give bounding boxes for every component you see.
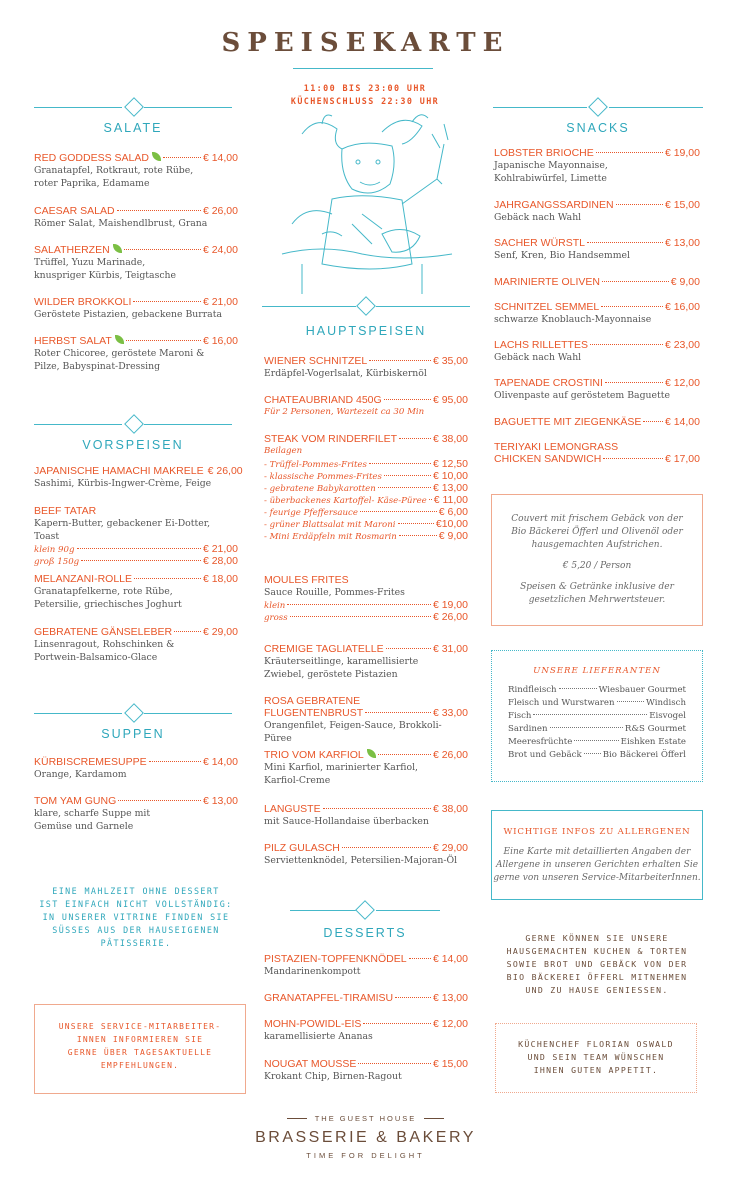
menu-item: SACHER WÜRSTL € 13,00 Senf, Kren, Bio Handsemmel [494, 237, 700, 261]
lieferanten-box [491, 650, 703, 782]
desserts-section-header [290, 910, 440, 940]
diamond-icon [355, 900, 375, 920]
lieferanten-title: UNSERE LIEFERANTEN [533, 666, 661, 676]
supplier-row: Brot und Gebäck Bio Bäckerei Öfferl [508, 750, 686, 760]
menu-item: CHATEAUBRIAND 450G € 95,00 Für 2 Personen, Wartezeit ca 30 Min [264, 394, 468, 417]
diamond-icon [124, 97, 144, 117]
desserts-title: DESSERTS [323, 926, 407, 940]
brand-tagline: TIME FOR DELIGHT [306, 1151, 425, 1160]
title-divider [293, 68, 433, 69]
snacks-section-header [493, 107, 703, 137]
menu-item: KÜRBISCREMESUPPE € 14,00 Orange, Kardamom [34, 756, 238, 780]
dessert-note: EINE MAHLZEIT OHNE DESSERT IST EINFACH NICHT VOLLSTÄNDIG: IN UNSERER VITRINE FINDEN SIE SÜSSES AUS DER HAUSEIGENEN PÂTISSERIE. [39, 886, 233, 948]
chef-box: KÜCHENCHEF FLORIAN OSWALD UND SEIN TEAM WÜNSCHEN IHNEN GUTEN APPETIT. [495, 1023, 697, 1093]
menu-item: HERBST SALAT € 16,00 Roter Chicoree, geröstete Maroni & Pilze, Babyspinat-Dressing [34, 335, 238, 372]
menu-item: RED GODDESS SALAD € 14,00 Granatapfel, Rotkraut, rote Rübe, roter Paprika, Edamame [34, 152, 238, 189]
menu-item: MELANZANI-ROLLE € 18,00 Granatapfelkerne, rote Rübe, Petersilie, griechisches Joghurt [34, 573, 238, 610]
menu-item: SALATHERZEN € 24,00 Trüffel, Yuzu Marinade, knuspriger Kürbis, Teigtasche [34, 244, 238, 281]
footer [0, 1114, 731, 1160]
supplier-row: Sardinen R&S Gourmet [508, 724, 686, 734]
diamond-icon [588, 97, 608, 117]
brand-name: BRASSERIE & BAKERY [255, 1129, 476, 1146]
menu-item: GEBRATENE GÄNSELEBER € 29,00 Linsenragout, Rohschinken & Portwein-Balsamico-Glace [34, 626, 238, 663]
menu-item: LANGUSTE € 38,00 mit Sauce-Hollandaise überbacken [264, 803, 468, 827]
diamond-icon [356, 296, 376, 316]
menu-item: TERIYAKI LEMONGRASS CHICKEN SANDWICH € 17,00 [494, 441, 700, 465]
vegan-leaf-icon [152, 152, 161, 161]
supplier-row: Meeresfrüchte Eishken Estate [508, 737, 686, 747]
allergen-title: WICHTIGE INFOS ZU ALLERGENEN [503, 827, 691, 837]
hours-line-1: 11:00 BIS 23:00 UHR [303, 83, 427, 93]
menu-item: PILZ GULASCH € 29,00 Serviettenknödel, Petersilien-Majoran-Öl [264, 842, 468, 866]
menu-item: JAPANISCHE HAMACHI MAKRELE € 26,00 Sashimi, Kürbis-Ingwer-Crème, Feige [34, 465, 243, 489]
menu-item: TRIO VOM KARFIOL € 26,00 Mini Karfiol, marinierter Karfiol, Karfiol-Creme [264, 749, 468, 786]
snacks-title: SNACKS [566, 121, 630, 135]
menu-item: LACHS RILLETTES € 23,00 Gebäck nach Wahl [494, 339, 700, 363]
salate-section-header [34, 107, 232, 137]
take-home-note: GERNE KÖNNEN SIE UNSERE HAUSGEMACHTEN KUCHEN & TORTEN SOWIE BROT UND GEBÄCK VON DER BIO BÄCKEREI ÖFFERL MITNEHMEN UND ZU HAUSE GENIESSEN. [506, 933, 688, 995]
supplier-row: Fleisch und Wurstwaren Windisch [508, 698, 686, 708]
menu-item: BAGUETTE MIT ZIEGENKÄSE € 14,00 [494, 416, 700, 428]
footer-top-text: THE GUEST HOUSE [314, 1114, 417, 1123]
menu-item: CAESAR SALAD € 26,00 Römer Salat, Maishendlbrust, Grana [34, 205, 238, 229]
moose-drawing-icon [262, 104, 462, 298]
hauptspeisen-title: HAUPTSPEISEN [305, 324, 427, 338]
menu-item: PISTAZIEN-TOPFENKNÖDEL € 14,00 Mandarinenkompott [264, 953, 468, 977]
vegan-leaf-icon [115, 335, 124, 344]
page-title: SPEISEKARTE [221, 28, 510, 58]
menu-item: TAPENADE CROSTINI € 12,00 Olivenpaste auf geröstetem Baguette [494, 377, 700, 401]
suppen-title: SUPPEN [101, 727, 165, 741]
couvert-price: € 5,20 / Person [562, 561, 632, 571]
menu-item: WIENER SCHNITZEL € 35,00 Erdäpfel-Vogerlsalat, Kürbiskernöl [264, 355, 468, 379]
menu-item: MARINIERTE OLIVEN € 9,00 [494, 276, 700, 288]
allergen-box: WICHTIGE INFOS ZU ALLERGENEN Eine Karte mit detaillierten Angaben der Allergene in unseren Gerichten erhalten Sie gerne von unseren Service-MitarbeiterInnen. [491, 810, 703, 900]
diamond-icon [124, 414, 144, 434]
salate-title: SALATE [103, 121, 163, 135]
hauptspeisen-section-header [262, 306, 470, 336]
menu-item: BEEF TATAR Kapern-Butter, gebackener Ei-Dotter, Toast klein 90g € 21,00 groß 150g € 28,00 [34, 505, 238, 567]
menu-item: MOULES FRITES Sauce Rouille, Pommes-Frites klein € 19,00 gross € 26,00 [264, 574, 468, 623]
service-note-box: UNSERE SERVICE-MITARBEITER- INNEN INFORMIEREN SIE GERNE ÜBER TAGESAKTUELLE EMPFEHLUNGEN. [34, 1004, 246, 1094]
menu-item: GRANATAPFEL-TIRAMISU € 13,00 [264, 992, 468, 1004]
menu-item: NOUGAT MOUSSE € 15,00 Krokant Chip, Birnen-Ragout [264, 1058, 468, 1082]
menu-item: MOHN-POWIDL-EIS € 12,00 karamellisierte Ananas [264, 1018, 468, 1042]
menu-item: LOBSTER BRIOCHE € 19,00 Japanische Mayonnaise, Kohlrabiwürfel, Limette [494, 147, 700, 184]
menu-item: TOM YAM GUNG € 13,00 klare, scharfe Suppe mit Gemüse und Garnele [34, 795, 238, 832]
vorspeisen-title: VORSPEISEN [82, 438, 184, 452]
menu-item: ROSA GEBRATENE FLUGENTENBRUST € 33,00 Orangenfilet, Feigen-Sauce, Brokkoli-Püree [264, 695, 468, 744]
supplier-row: Rindfleisch Wiesbauer Gourmet [508, 685, 686, 695]
hours-line-2: KÜCHENSCHLUSS 22:30 UHR [290, 96, 440, 106]
menu-item: WILDER BROKKOLI € 21,00 Geröstete Pistazien, gebackene Burrata [34, 296, 238, 320]
diamond-icon [124, 703, 144, 723]
vegan-leaf-icon [367, 749, 376, 758]
supplier-row: Fisch Eisvogel [508, 711, 686, 721]
vorspeisen-section-header [34, 424, 232, 454]
menu-item: STEAK VOM RINDERFILET € 38,00 Beilagen - Trüffel-Pommes-Frites € 12,50 - klassische Pommes-Frites € 10,00 - gebratene Babykarotten € 13,00 - überbackenes Kartoffel- Käse-Püree € 11,00 - feurige Pfeffersauce € 6,00 - grüner Blattsalat mit Maroni €10,00 - Mini Erdäpfeln mit Rosmarin € 9,00 [264, 433, 468, 542]
menu-item: JAHRGANGSSARDINEN € 15,00 Gebäck nach Wahl [494, 199, 700, 223]
vegan-leaf-icon [113, 244, 122, 253]
moose-illustration [262, 104, 462, 298]
menu-item: CREMIGE TAGLIATELLE € 31,00 Kräuterseitlinge, karamellisierte Zwiebel, geröstete Pistazien [264, 643, 468, 680]
menu-item: SCHNITZEL SEMMEL € 16,00 schwarze Knoblauch-Mayonnaise [494, 301, 700, 325]
couvert-box: Couvert mit frischem Gebäck von der Bio Bäckerei Öfferl und Olivenöl oder hausgemachten Aufstrichen. € 5,20 / Person Speisen & Getränke inklusive der gesetzlichen Mehrwertsteuer. [491, 494, 703, 626]
suppen-section-header [34, 713, 232, 743]
